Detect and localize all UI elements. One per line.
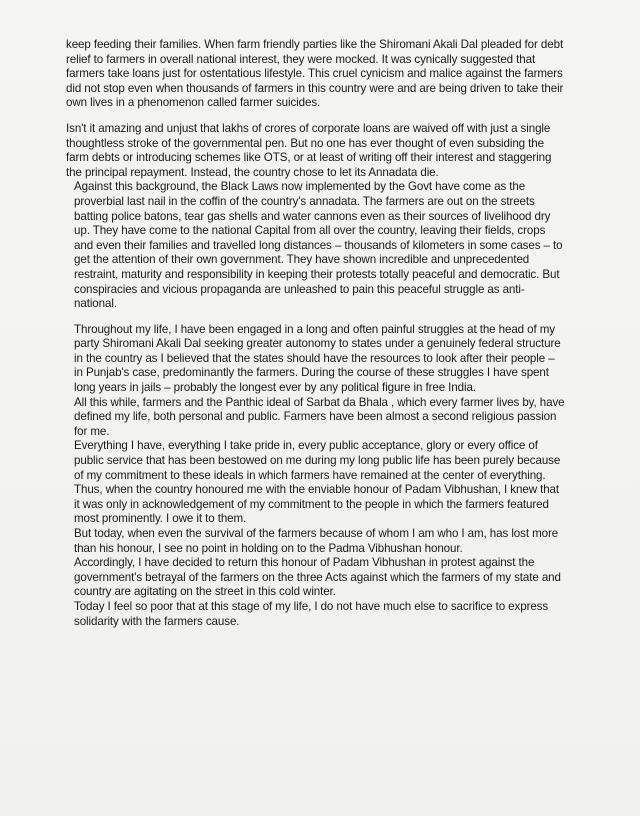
- letter-body: [66, 38, 566, 629]
- letter-paragraph: Isn't it amazing and unjust that lakhs of crores of corporate loans are waived off with just a single thoughtless stroke of the governmental pen. But no one has ever thought of even subsiding the farm debts or introducing schemes like OTS, or at least of writing off their interest and staggering the principal repayment. Instead, the country chose to let its Annadata die.: [66, 121, 552, 179]
- letter-paragraph: Accordingly, I have decided to return this honour of Padam Vibhushan in protest against the government's betrayal of the farmers on the three Acts against which the farmers of my state and country are agitating on the street in this cold winter.: [74, 556, 561, 599]
- letter-paragraph: Against this background, the Black Laws now implemented by the Govt have come as the proverbial last nail in the coffin of the country's annadata. The farmers are out on the streets batting police batons, tear gas shells and water cannons even as their sources of livelihood dry up. They have come to the national Capital from all over the country, leaving their fields, crops and even their families and travelled long distances – thousands of kilometers in some cases – to get the attention of their own government. They have shown incredible and unprecedented restraint, maturity and responsibility in keeping their protests totally peaceful and democratic. But conspiracies and vicious propaganda are unleashed to pain this peaceful struggle as anti-national.: [74, 180, 563, 311]
- letter-paragraph: Thus, when the country honoured me with the enviable honour of Padam Vibhushan, I knew that it was only in acknowledgement of my commitment to the people in which the farmers featured most prominently. I owe it to them.: [74, 483, 560, 526]
- letter-paragraph: All this while, farmers and the Panthic ideal of Sarbat da Bhala , which every farmer lives by, have defined my life, both personal and public. Farmers have been almost a second religious passion for me.: [74, 395, 565, 438]
- paragraph-gap: [66, 312, 566, 323]
- letter-paragraph: Throughout my life, I have been engaged in a long and often painful struggles at the head of my party Shiromani Akali Dal seeking greater autonomy to states under a genuinely federal structure in the country as I believed that the states should have the resources to look after their people – in Punjab's case, predominantly the farmers. During the course of these struggles I have spent long years in jails – probably the longest ever by any political figure in free India.: [74, 322, 561, 395]
- letter-paragraph: Everything I have, everything I take pride in, every public acceptance, glory or every office of public service that has been bestowed on me during my long public life has been purely because of my commitment to these ideals in which farmers have remained at the center of everything.: [74, 439, 561, 482]
- letter-paragraph: keep feeding their families. When farm friendly parties like the Shiromani Akali Dal pleaded for debt relief to farmers in overall national interest, they were mocked. It was cynically suggested that farmers take loans just for ostentatious lifestyle. This cruel cynicism and malice against the farmers did not stop even when thousands of farmers in this country were and are being driven to take their own lives in a phenomenon called farmer suicides.: [66, 38, 564, 110]
- paragraph-gap: [66, 111, 566, 122]
- letter-paragraph: Today I feel so poor that at this stage of my life, I do not have much else to sacrifice to express solidarity with the farmers cause.: [74, 599, 549, 628]
- letter-paragraph: But today, when even the survival of the farmers because of whom I am who I am, has lost more than his honour, I see no point in holding on to the Padma Vibhushan honour.: [74, 527, 559, 555]
